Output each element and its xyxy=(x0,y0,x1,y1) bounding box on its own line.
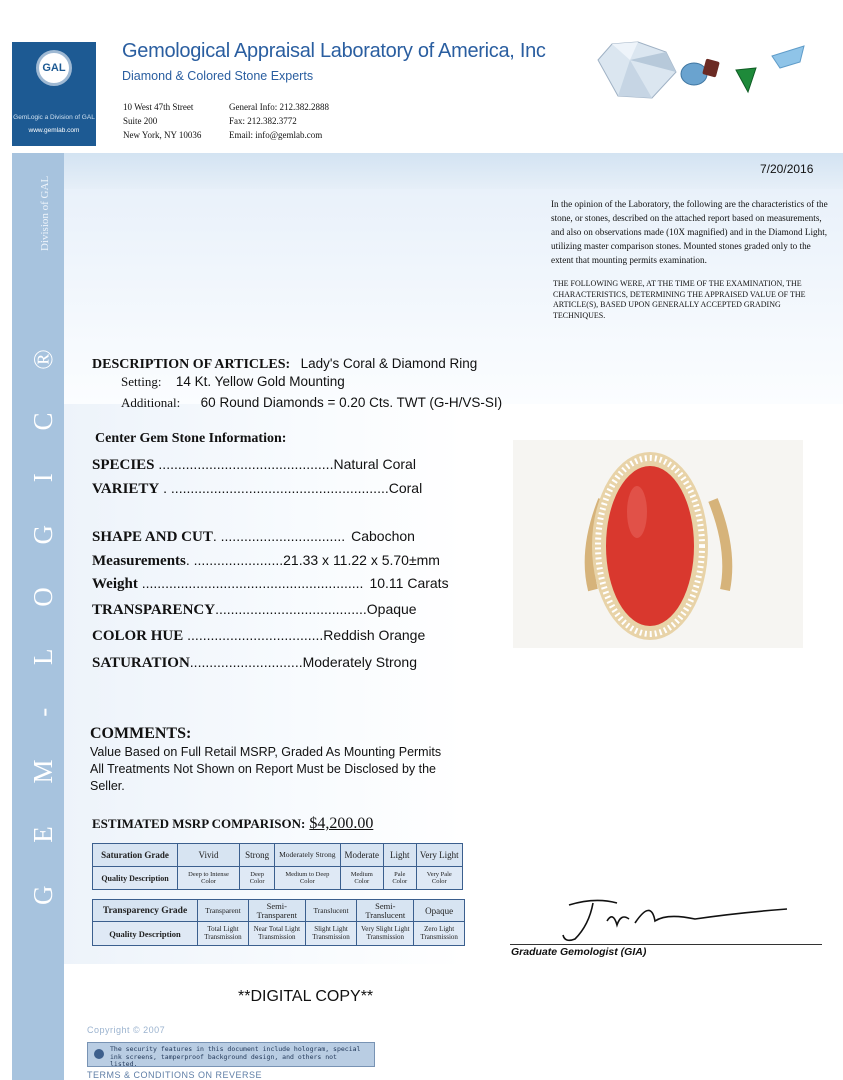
comment-line: Value Based on Full Retail MSRP, Graded As Mounting Permits xyxy=(90,745,442,759)
security-notice xyxy=(87,1042,375,1067)
opinion-caps-text: THE FOLLOWING WERE, AT THE TIME OF THE EXAMINATION, THE CHARACTERISTICS, DETERMINING THE APPRAISED VALUE OF THE ARTICLE(S), BASED UPON GENERALLY ACCEPTED GRADING TECHNIQUES. xyxy=(553,279,806,320)
saturation-dots: ............................. xyxy=(189,654,303,670)
header-wash xyxy=(64,153,843,189)
report-date: 7/20/2016 xyxy=(760,162,814,176)
species-label: SPECIES xyxy=(92,457,155,473)
variety-row xyxy=(92,480,422,498)
variety-dots: . ........................................................ xyxy=(159,480,389,496)
table-cell: Moderate xyxy=(340,844,383,867)
transparency-dots: ....................................... xyxy=(215,601,367,617)
table-cell: Very Light xyxy=(416,844,462,867)
table-cell: Translucent xyxy=(305,900,357,922)
division-label xyxy=(12,165,64,265)
table-cell: Quality Description xyxy=(93,922,198,946)
setting-value: 14 Kt. Yellow Gold Mounting xyxy=(175,374,345,389)
table-row xyxy=(93,844,463,867)
gemlogic-watermark xyxy=(12,265,64,925)
table-cell: Transparent xyxy=(198,900,249,922)
table-cell: Near Total Light Transmission xyxy=(248,922,305,946)
species-row xyxy=(92,456,416,474)
address-line: 10 West 47th Street xyxy=(123,102,194,112)
comments-text xyxy=(90,744,441,795)
shape-value: Cabochon xyxy=(351,528,415,544)
measurements-row xyxy=(92,552,440,570)
weight-row xyxy=(92,575,449,593)
setting-row xyxy=(121,373,345,391)
description-label: DESCRIPTION OF ARTICLES: xyxy=(92,357,291,372)
digital-copy-label: **DIGITAL COPY** xyxy=(238,988,374,1005)
shape-label: SHAPE AND CUT xyxy=(92,529,213,545)
additional-label: Additional: xyxy=(121,395,181,410)
table-cell: Deep to Intense Color xyxy=(178,867,240,890)
table-cell: Opaque xyxy=(414,900,465,922)
color-hue-row xyxy=(92,627,425,645)
terms-notice: TERMS & CONDITIONS ON REVERSE xyxy=(87,1070,263,1080)
saturation-value: Moderately Strong xyxy=(302,654,418,670)
signature-label: Graduate Gemologist (GIA) xyxy=(511,946,647,958)
comment-line: Seller. xyxy=(90,779,125,793)
table-cell: Transparency Grade xyxy=(93,900,198,922)
address-line: Suite 200 xyxy=(123,116,158,126)
table-row xyxy=(93,900,465,922)
additional-row xyxy=(121,394,502,412)
table-row xyxy=(93,867,463,890)
table-cell: Strong xyxy=(240,844,275,867)
contact-line: Fax: 212.382.3772 xyxy=(229,116,297,126)
lab-address xyxy=(123,100,201,142)
setting-label: Setting: xyxy=(121,374,162,389)
additional-value: 60 Round Diamonds = 0.20 Cts. TWT (G-H/VS-SI) xyxy=(200,395,503,410)
logo-division-text: GemLogic a Division of GAL xyxy=(13,114,95,121)
table-row xyxy=(93,922,465,946)
diamond-gem-icon xyxy=(598,42,676,98)
gal-seal-icon xyxy=(36,50,72,86)
security-text: The security features in this document include hologram, special ink screens, tamperproof background design, and others not listed. xyxy=(110,1045,361,1068)
table-cell: Quality Description xyxy=(93,867,178,890)
transparency-label: TRANSPARENCY xyxy=(92,602,216,618)
shape-dots: . ................................ xyxy=(212,528,346,544)
description-value: Lady's Coral & Diamond Ring xyxy=(300,356,478,371)
species-dots: ............................................. xyxy=(154,456,334,472)
gemologist-signature xyxy=(555,895,795,945)
gemstones-icon xyxy=(590,38,815,106)
coral-ring-icon xyxy=(513,440,803,648)
lab-tagline: Diamond & Colored Stone Experts xyxy=(122,69,314,83)
saturation-label: SATURATION xyxy=(92,655,190,671)
table-cell: Pale Color xyxy=(383,867,416,890)
aqua-gem-icon xyxy=(772,46,804,68)
table-cell: Medium to Deep Color xyxy=(275,867,340,890)
comment-line: All Treatments Not Shown on Report Must be Disclosed by the xyxy=(90,762,436,776)
table-cell: Total Light Transmission xyxy=(198,922,249,946)
logo-website: www.gemlab.com xyxy=(28,127,80,134)
opinion-text: In the opinion of the Laboratory, the following are the characteristics of the stone, or stones, described on the attached report based on measurements, and also on observations made (10X magnified) and in the Diamond Light, utilizing master comparison stones. Mounted stones graded only to the extent that mounting permits examination. xyxy=(551,199,828,265)
table-cell: Very Slight Light Transmission xyxy=(357,922,414,946)
saturation-grade-table xyxy=(92,843,463,890)
msrp-value: $4,200.00 xyxy=(309,815,374,832)
address-line: New York, NY 10036 xyxy=(123,130,202,140)
variety-value: Coral xyxy=(388,480,423,496)
hologram-icon xyxy=(94,1049,104,1059)
table-cell: Semi-Translucent xyxy=(357,900,414,922)
color-hue-label: COLOR HUE xyxy=(92,628,184,644)
transparency-grade-table xyxy=(92,899,465,946)
table-cell: Vivid xyxy=(178,844,240,867)
weight-dots: ......................................................... xyxy=(137,575,364,591)
transparency-value: Opaque xyxy=(366,601,417,617)
lab-name: Gemological Appraisal Laboratory of America, Inc xyxy=(122,40,546,62)
table-cell: Zero Light Transmission xyxy=(414,922,465,946)
weight-value: 10.11 Carats xyxy=(369,575,449,591)
table-cell: Saturation Grade xyxy=(93,844,178,867)
measurements-dots: . ....................... xyxy=(185,552,284,568)
color-hue-dots: ................................... xyxy=(183,627,324,643)
copyright-text: Copyright © 2007 xyxy=(87,1025,166,1035)
table-cell: Light xyxy=(383,844,416,867)
lab-logo xyxy=(12,42,96,146)
table-cell: Deep Color xyxy=(240,867,275,890)
table-cell: Very Pale Color xyxy=(416,867,462,890)
table-cell: Semi-Transparent xyxy=(248,900,305,922)
logo-text: GAL xyxy=(42,62,66,74)
contact-line: Email: info@gemlab.com xyxy=(229,130,323,140)
green-gem-icon xyxy=(736,68,756,92)
svg-text:Division of GAL: Division of GAL xyxy=(39,175,51,251)
variety-label: VARIETY xyxy=(92,481,160,497)
weight-label: Weight xyxy=(92,576,138,592)
contact-line: General Info: 212.382.2888 xyxy=(229,102,329,112)
svg-text:G E M - L O G I C ®: G E M - L O G I C ® xyxy=(28,331,58,905)
blue-gem-icon xyxy=(681,63,707,85)
measurements-value: 21.33 x 11.22 x 5.70±mm xyxy=(283,552,440,568)
comments-title: COMMENTS: xyxy=(90,725,192,742)
lab-contact xyxy=(229,100,329,142)
description-row xyxy=(92,355,477,373)
center-gem-title: Center Gem Stone Information: xyxy=(95,431,287,446)
ring-photo xyxy=(513,440,803,648)
table-cell: Moderately Strong xyxy=(275,844,340,867)
measurements-label: Measurements xyxy=(92,553,186,569)
transparency-row xyxy=(92,601,417,619)
color-hue-value: Reddish Orange xyxy=(323,627,426,643)
msrp-row xyxy=(92,815,373,833)
signature-line xyxy=(510,944,822,945)
saturation-row xyxy=(92,654,417,672)
table-cell: Medium Color xyxy=(340,867,383,890)
shape-row xyxy=(92,528,415,546)
species-value: Natural Coral xyxy=(333,456,416,472)
msrp-label: ESTIMATED MSRP COMPARISON: xyxy=(92,816,306,831)
table-cell: Slight Light Transmission xyxy=(305,922,357,946)
